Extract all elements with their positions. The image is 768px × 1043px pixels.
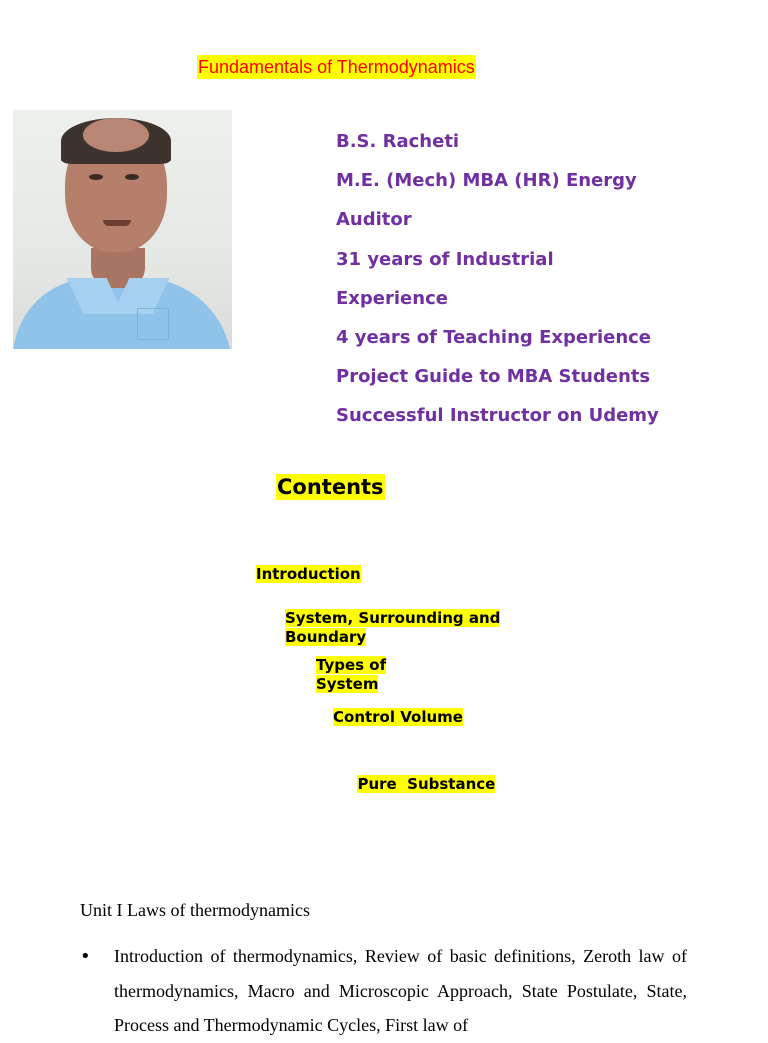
toc-item-label: Control Volume <box>333 708 463 726</box>
bio-line: B.S. Racheti <box>336 131 460 152</box>
unit-bullet-text: Introduction of thermodynamics, Review of basic definitions, Zeroth law of thermodynamics, Macro and Microscopic Approach, State Postulate, State, Process and Thermodynamic Cycles, First law of <box>114 946 687 1035</box>
unit-heading: Unit I Laws of thermodynamics <box>80 900 310 920</box>
toc-item-pure-substance <box>347 756 495 794</box>
toc-item-label: Types of System <box>316 656 387 693</box>
author-photo <box>13 110 232 349</box>
toc-item-introduction <box>256 565 361 584</box>
toc-item-system-surrounding-boundary <box>285 609 525 647</box>
toc-item-label: System, Surrounding and Boundary <box>285 609 501 646</box>
toc-item-control-volume <box>333 708 463 727</box>
bio-line: Experience <box>336 287 448 309</box>
bio-line: Project Guide to MBA Students <box>336 366 651 388</box>
bio-line: 4 years of Teaching Experience <box>336 326 652 348</box>
toc-item-types-of-system <box>316 656 406 694</box>
bio-line: M.E. (Mech) MBA (HR) Energy <box>336 170 637 192</box>
bio-line: Auditor <box>336 209 412 231</box>
toc-item-label: Introduction <box>256 565 361 583</box>
document-title: Fundamentals of Thermodynamics <box>198 57 475 77</box>
author-bio <box>336 122 659 436</box>
bio-line: 31 years of Industrial <box>336 248 554 270</box>
bullet-icon: • <box>80 946 91 967</box>
contents-heading: Contents <box>277 475 384 499</box>
bio-line: Successful Instructor on Udemy <box>336 405 659 427</box>
toc-item-label: Pure Substance <box>357 775 496 793</box>
